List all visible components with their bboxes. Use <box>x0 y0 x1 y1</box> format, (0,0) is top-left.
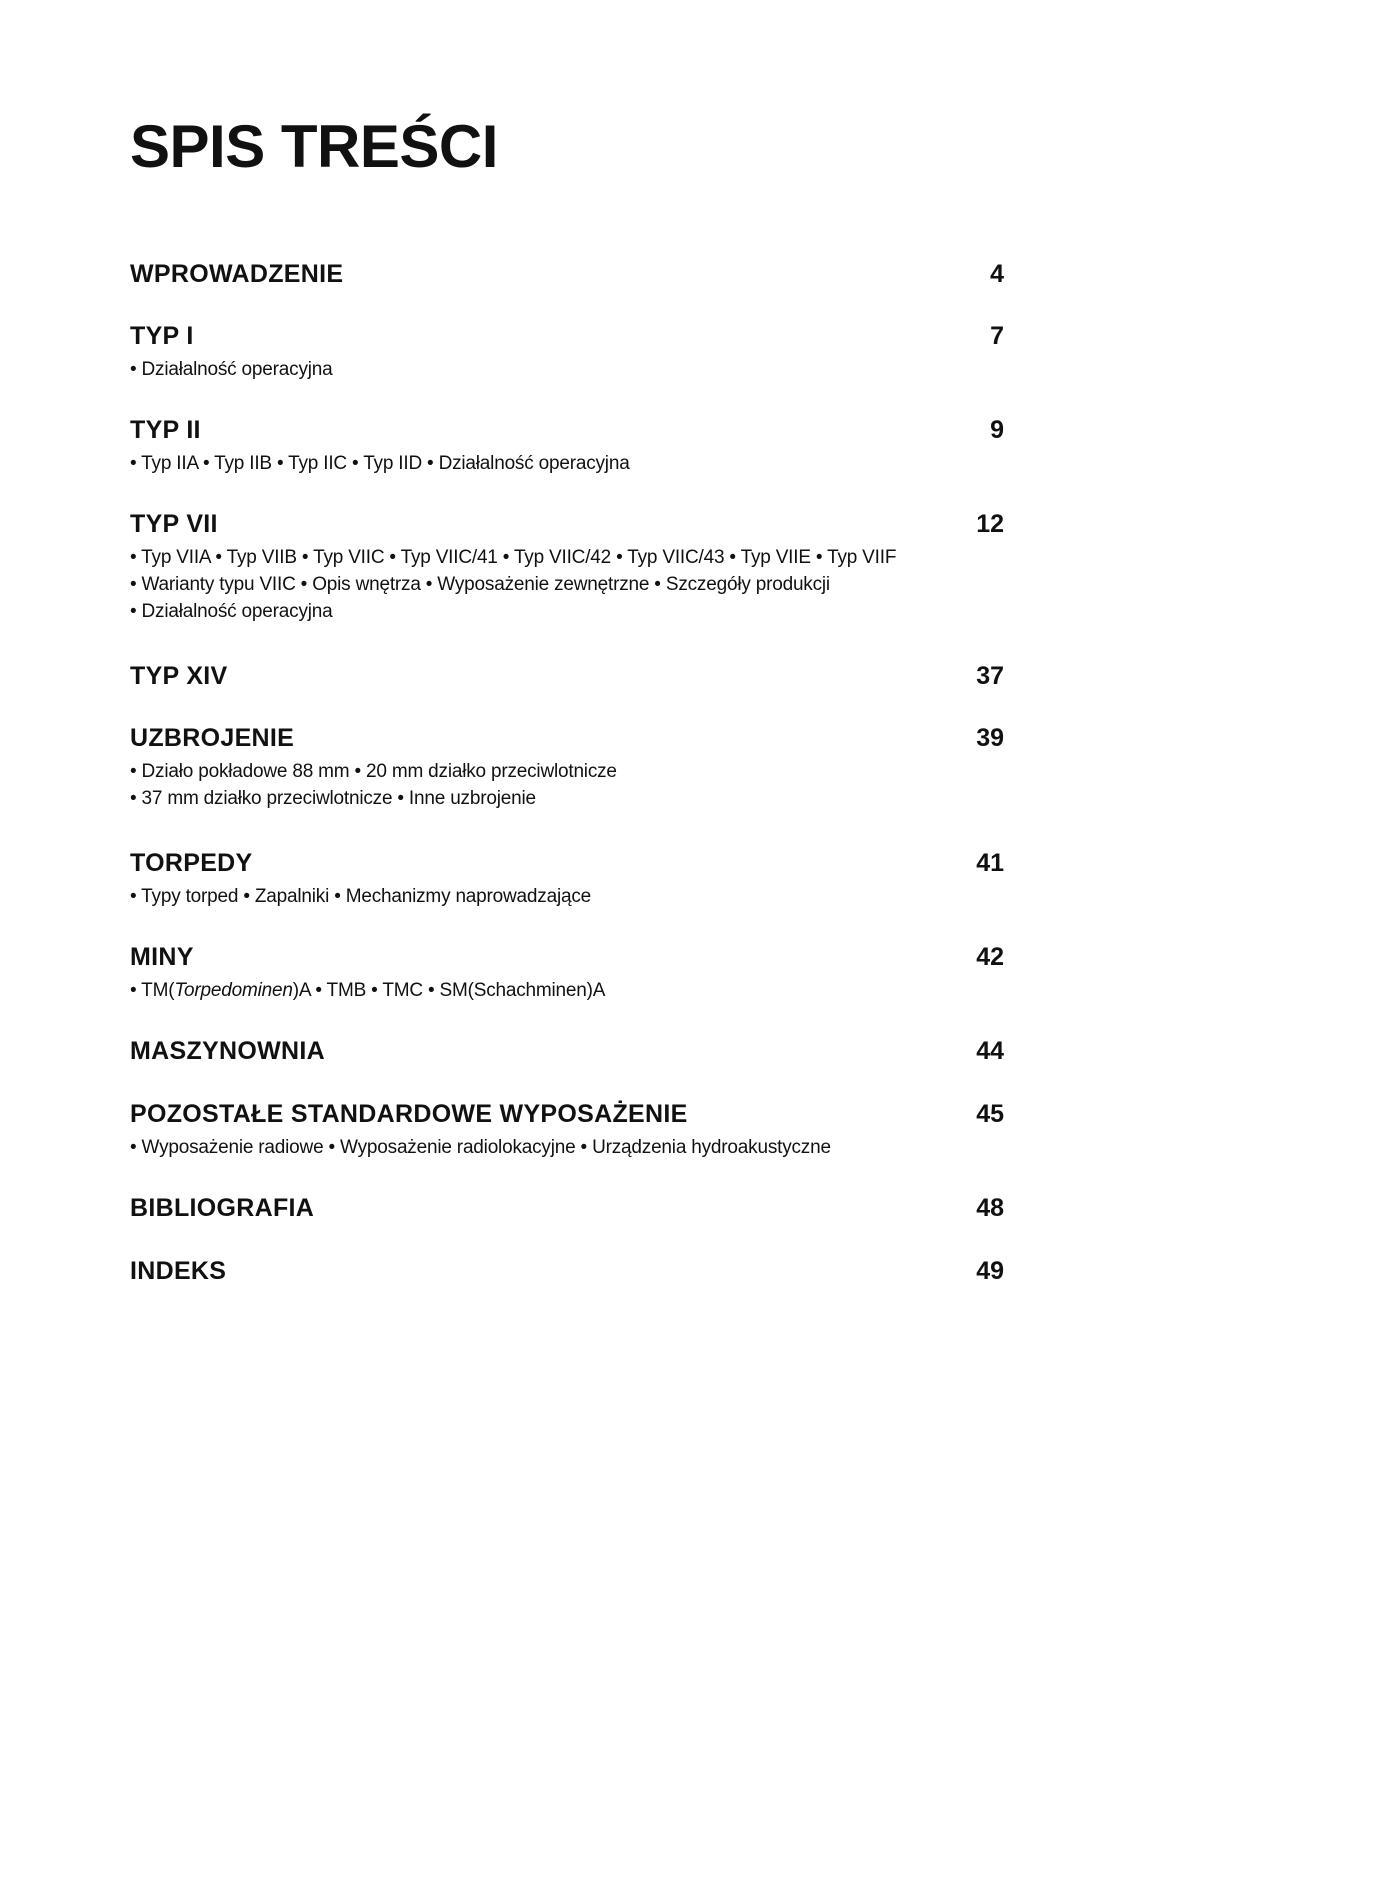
entry-title: WPROWADZENIE <box>130 260 344 288</box>
entry-page-number: 7 <box>990 322 1004 350</box>
entry-page-number: 44 <box>976 1037 1004 1065</box>
italic-term: Torpedominen <box>174 980 293 1001</box>
entry-subtopics: • Warianty typu VIIC • Opis wnętrza • Wyposażenie zewnętrzne • Szczegóły produkcji <box>130 574 830 595</box>
entry-title: POZOSTAŁE STANDARDOWE WYPOSAŻENIE <box>130 1100 688 1128</box>
entry-page-number: 41 <box>976 849 1004 877</box>
toc-entry-typ-vii[interactable] <box>130 508 1004 625</box>
entry-page-number: 42 <box>976 943 1004 971</box>
toc-entry-typ-i[interactable] <box>130 320 1004 383</box>
entry-title: TORPEDY <box>130 849 253 877</box>
toc-entry-torpedy[interactable] <box>130 847 1004 910</box>
toc-entry-pozostale-wyposazenie[interactable] <box>130 1098 1004 1161</box>
entry-page-number: 39 <box>976 724 1004 752</box>
entry-subtopics: • Typ IIA • Typ IIB • Typ IIC • Typ IID • Działalność operacyjna <box>130 453 630 474</box>
entry-page-number: 48 <box>976 1194 1004 1222</box>
entry-title: BIBLIOGRAFIA <box>130 1194 315 1222</box>
toc-entry-miny[interactable] <box>130 941 1004 1004</box>
toc-entry-maszynownia[interactable] <box>130 1035 1004 1067</box>
toc-entry-uzbrojenie[interactable] <box>130 722 1004 812</box>
page-title: SPIS TREŚCI <box>130 113 498 180</box>
toc-entry-wprowadzenie[interactable] <box>130 258 1004 290</box>
toc-entry-typ-xiv[interactable] <box>130 660 1004 692</box>
toc-entry-indeks[interactable] <box>130 1255 1004 1287</box>
entry-subtopics: • Wyposażenie radiowe • Wyposażenie radiolokacyjne • Urządzenia hydroakustyczne <box>130 1137 831 1158</box>
entry-page-number: 37 <box>976 662 1004 690</box>
entry-title: MASZYNOWNIA <box>130 1037 325 1065</box>
toc-entry-typ-ii[interactable] <box>130 414 1004 477</box>
entry-subtopics: • Działo pokładowe 88 mm • 20 mm działko przeciwlotnicze <box>130 761 617 782</box>
entry-title: MINY <box>130 943 194 971</box>
entry-title: TYP XIV <box>130 662 228 690</box>
entry-subtopics: • Działalność operacyjna <box>130 601 333 622</box>
entry-page-number: 4 <box>990 260 1004 288</box>
entry-page-number: 49 <box>976 1257 1004 1285</box>
entry-page-number: 12 <box>976 510 1004 538</box>
entry-title: TYP VII <box>130 510 218 538</box>
entry-title: TYP I <box>130 322 194 350</box>
entry-subtopics: • Typy torped • Zapalniki • Mechanizmy naprowadzające <box>130 886 592 907</box>
entry-title: INDEKS <box>130 1257 227 1285</box>
entry-subtopics: • Typ VIIA • Typ VIIB • Typ VIIC • Typ VIIC/41 • Typ VIIC/42 • Typ VIIC/43 • Typ VIIE • Typ VIIF <box>130 547 897 568</box>
entry-page-number: 9 <box>990 416 1004 444</box>
entry-subtopics: • Działalność operacyjna <box>130 359 333 380</box>
toc-entry-bibliografia[interactable] <box>130 1192 1004 1224</box>
entry-subtopics: • TM(Torpedominen)A • TMB • TMC • SM(Schachminen)A <box>130 980 606 1001</box>
entry-title: TYP II <box>130 416 201 444</box>
entry-subtopics: • 37 mm działko przeciwlotnicze • Inne uzbrojenie <box>130 788 536 809</box>
entry-title: UZBROJENIE <box>130 724 295 752</box>
entry-page-number: 45 <box>976 1100 1004 1128</box>
